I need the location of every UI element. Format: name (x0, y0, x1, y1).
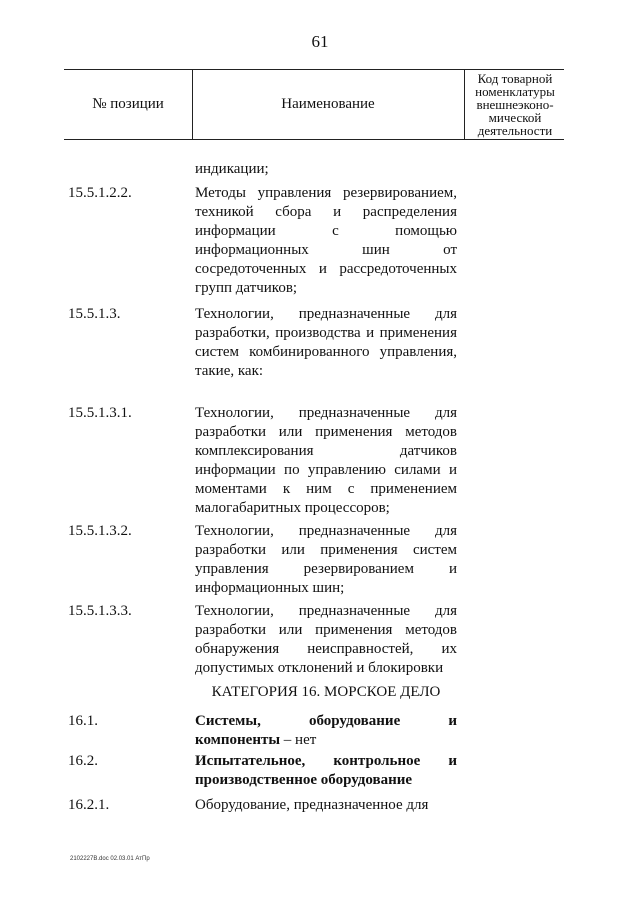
category-title: КАТЕГОРИЯ 16. МОРСКОЕ ДЕЛО (211, 684, 441, 700)
row-text: Оборудование, предназначенное для (195, 797, 429, 813)
row-text (195, 752, 457, 790)
row-text-bold: Системы, оборудование и компоненты (195, 713, 457, 748)
row-text: Технологии, предназначенные для разработки или применения систем управления резервированием и информационных шин; (195, 523, 457, 596)
row-number: 16.2.1. (68, 797, 110, 813)
header-code-line: деятельности (477, 123, 553, 138)
row-text: Методы управления резервированием, техникой сбора и распределения информации с помощью информационных шин от сосредоточенных и рассредоточенных групп датчиков; (195, 185, 457, 296)
table-header (64, 69, 564, 140)
row-number: 16.2. (68, 753, 98, 769)
footer-reference: 2102227B.doc 02.03.01 АтПр (70, 856, 150, 862)
header-name: Наименование (281, 96, 375, 112)
page-number: 61 (311, 32, 329, 51)
row-number: 15.5.1.3.3. (68, 603, 132, 619)
row-text-bold: Испытательное, контрольное и производственное оборудование (195, 753, 457, 788)
header-code (464, 70, 565, 139)
header-position: № позиции (64, 70, 193, 139)
row-number: 15.5.1.3.2. (68, 523, 132, 539)
header-code-line: номенклатуры (475, 84, 555, 99)
row-text: индикации; (195, 161, 269, 177)
row-number: 15.5.1.3. (68, 306, 121, 322)
row-text: Технологии, предназначенные для разработки или применения методов комплексирования датчиков информации по управлению силами и моментами к ним с применением малогабаритных процессоров; (195, 405, 457, 516)
header-code-line: внешнеэконо- (476, 97, 554, 112)
header-code-line: Код товарной (477, 71, 553, 86)
row-number: 15.5.1.3.1. (68, 405, 132, 421)
row-text: Технологии, предназначенные для разработки или применения методов обнаружения неисправностей, их допустимых отклонений и блокировки (195, 603, 457, 676)
header-code-line: мической (488, 110, 542, 125)
row-number: 16.1. (68, 713, 98, 729)
row-text (195, 712, 457, 750)
row-number: 15.5.1.2.2. (68, 185, 132, 201)
row-text: Технологии, предназначенные для разработки, производства и применения систем комбинированного управления, такие, как: (195, 306, 457, 379)
row-text-normal: – нет (280, 732, 317, 748)
